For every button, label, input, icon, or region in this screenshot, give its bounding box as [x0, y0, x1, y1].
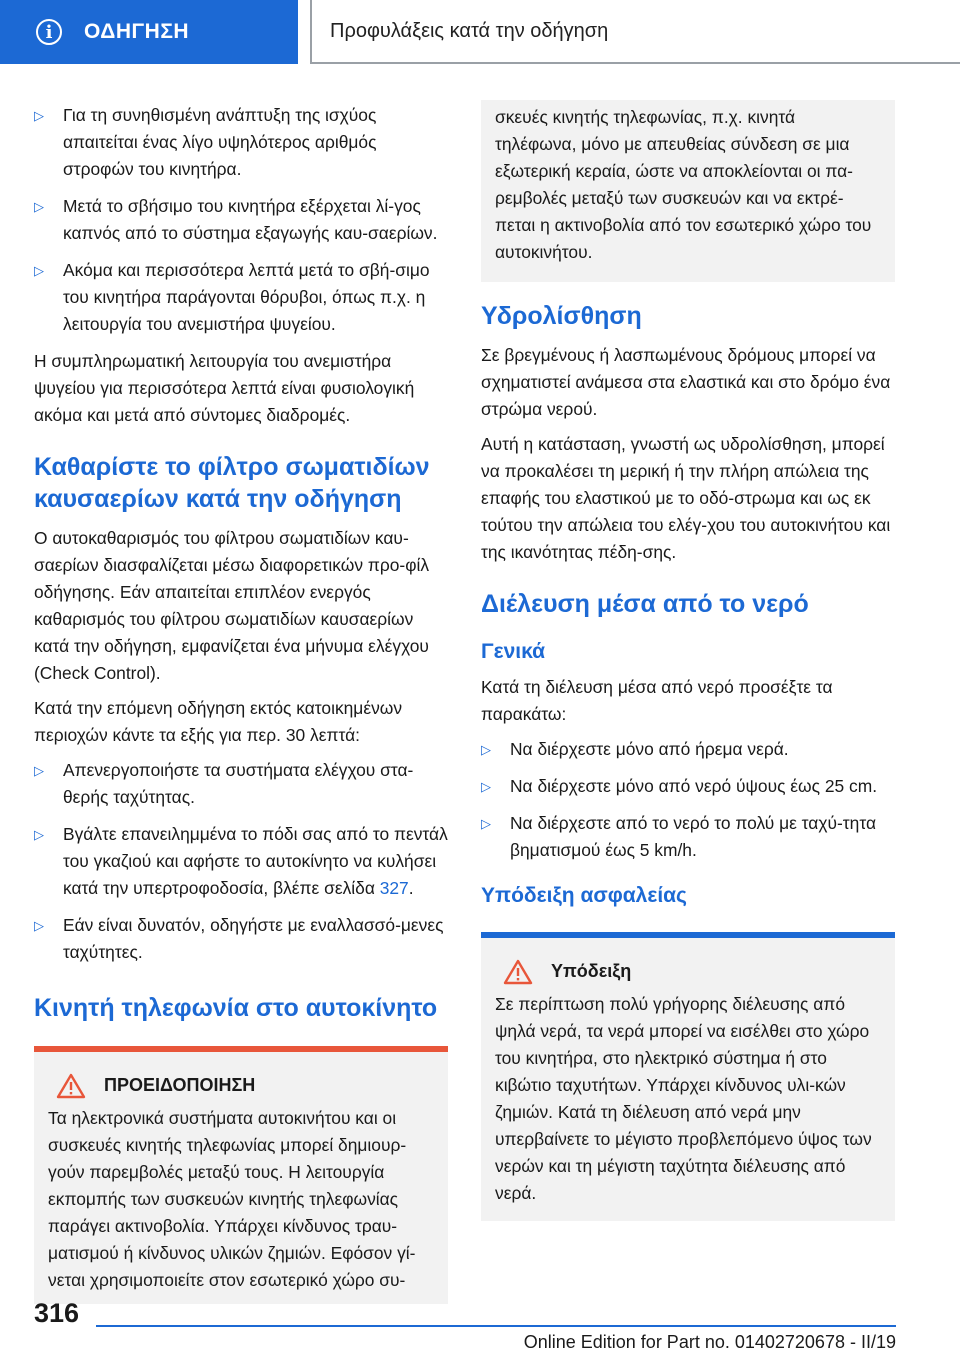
paragraph-aquaplaning-2: Αυτή η κατάσταση, γνωστή ως υδρολίσθηση, μπορεί να προκαλέσει τη μερική ή την πλήρη απώλεια της επαφής του ελαστικού με το οδό-στρωμα και ως εκ τούτου την απώλεια του ελέγ-χου του αυτοκινήτου και της ικανότητας πέδη-σης.: [481, 434, 891, 562]
list-item: ▷ Για τη συνηθισμένη ανάπτυξη της ισχύος απαιτείται ένας λίγο υψηλότερος αριθμός στροφών του κινητήρα.: [34, 102, 448, 183]
list-item: ▷ Μετά το σβήσιμο του κινητήρα εξέρχεται λί-γος καπνός από το σύστημα εξαγωγής καυ-σαερίων.: [34, 193, 448, 247]
heading-general: Γενικά: [481, 640, 546, 663]
list-item: [34, 821, 448, 902]
warning-title: [48, 1072, 434, 1099]
warning-box: [34, 1046, 448, 1304]
paragraph-fan: Η συμπληρωματική λειτουργία του ανεμιστήρα ψυγείου για περισσότερα λεπτά είναι φυσιολογική ακόμα και μετά από σύντομες διαδρομές.: [34, 351, 415, 425]
chapter-title: Προφυλάξεις κατά την οδήγηση: [310, 0, 960, 64]
info-icon: i: [36, 19, 62, 45]
note-box: [481, 932, 895, 1221]
page-number: 316: [34, 1298, 80, 1328]
warning-box-continued: [481, 100, 895, 282]
heading-aquaplaning: Υδρολίσθηση: [481, 302, 642, 330]
note-title: [495, 958, 881, 985]
heading-safety-note: Υπόδειξη ασφαλείας: [481, 884, 687, 907]
heading-water-crossing: Διέλευση μέσα από το νερό: [481, 590, 809, 618]
bullet-list-filter: [34, 757, 448, 966]
footer-edition: Online Edition for Part no. 01402720678 - II/19: [523, 1332, 896, 1352]
list-item: ▷ Να διέρχεστε μόνο από ήρεμα νερά.: [481, 736, 895, 763]
footer-divider: [96, 1325, 896, 1327]
list-item: ▷ Να διέρχεστε μόνο από νερό ύψους έως 25 cm.: [481, 773, 895, 800]
note-label: Υπόδειξη: [551, 961, 632, 981]
list-item: ▷ Εάν είναι δυνατόν, οδηγήστε με εναλλασσό-μενες ταχύτητες.: [34, 912, 448, 966]
note-text: Σε περίπτωση πολύ γρήγορης διέλευσης από ψηλά νερά, τα νερά μπορεί να εισέλθει στο χώρο του κινητήρα, στο ηλεκτρικό σύστημα ή στο κιβώτιο ταχυτήτων. Υπάρχει κίνδυνος υλι-κών ζημιών. Κατά τη διέλευση από νερά μην υπερβαίνετε το μέγιστο προβλεπόμενο ύψος των νερών και τη μέγιστη ταχύτητα διέλευσης από νερά.: [495, 994, 872, 1203]
list-item: ▷ Ακόμα και περισσότερα λεπτά μετά το σβή-σιμο του κινητήρα παράγονται θόρυβοι, όπως π.χ. η λειτουργία του ανεμιστήρα ψυγείου.: [34, 257, 448, 338]
paragraph-general: Κατά τη διέλευση μέσα από νερό προσέξτε τα παρακάτω:: [481, 677, 833, 724]
list-item-end: .: [408, 878, 414, 898]
heading-particle-filter: Καθαρίστε το φίλτρο σωματιδίων καυσαερίων κατά την οδήγηση: [34, 453, 430, 513]
right-column: [481, 100, 895, 1221]
list-item-text: Βγάλτε επανειλημμένα το πόδι σας από το πεντάλ του γκαζιού και αφήστε το αυτοκίνητο να κυλήσει κατά την υπερτροφοδοσία, βλέπε σελίδα: [63, 824, 448, 898]
list-item: ▷ Απενεργοποιήστε τα συστήματα ελέγχου στα-θερής ταχύτητας.: [34, 757, 448, 811]
section-title: ΟΔΗΓΗΣΗ: [84, 20, 190, 43]
warning-label: ΠΡΟΕΙΔΟΠΟΙΗΣΗ: [104, 1075, 256, 1095]
bullet-list-water: [481, 736, 895, 864]
left-column: [34, 102, 448, 1304]
heading-mobile-phone: Κινητή τηλεφωνία στο αυτοκίνητο: [34, 994, 438, 1022]
warning-text: Τα ηλεκτρονικά συστήματα αυτοκινήτου και οι συσκευές κινητής τηλεφωνίας μπορεί δημιουρ-γούν παρεμβολές μεταξύ τους. Η λειτουργία εκπομπής των συσκευών κινητής τηλεφωνίας παράγει ακτινοβολία. Υπάρχει κίνδυνος τραυ-ματισμού ή κίνδυνος υλικών ζημιών. Εφόσον γί-νεται χρησιμοποιείτε στον εσωτερικό χώρο συ-: [48, 1108, 416, 1290]
warning-text-continued: σκευές κινητής τηλεφωνίας, π.χ. κινητά τηλέφωνα, μόνο με απευθείας σύνδεση σε μια εξωτερική κεραία, ώστε να αποκλείονται οι πα-ρεμβολές μεταξύ των συσκευών και να εκτρέ-πεται η ακτινοβολία από τον εσωτερικό χώρο του αυτοκινήτου.: [495, 107, 872, 262]
list-item: ▷ Να διέρχεστε από το νερό το πολύ με ταχύ-τητα βηματισμού έως 5 km/h.: [481, 810, 895, 864]
paragraph-next-drive: Κατά την επόμενη οδήγηση εκτός κατοικημένων περιοχών κάντε τα εξής για περ. 30 λεπτά:: [34, 698, 403, 745]
bullet-list-engine: [34, 102, 448, 338]
page-link-327[interactable]: 327: [379, 878, 409, 898]
warning-triangle-icon: [56, 1073, 86, 1099]
section-tab: [0, 0, 298, 64]
paragraph-filter: Ο αυτοκαθαρισμός του φίλτρου σωματιδίων καυ-σαερίων διασφαλίζεται μέσω διαφορετικών προ-φίλ οδήγησης. Εάν απαιτείται επιπλέον ενεργός καθαρισμός του φίλτρου σωματιδίων καυσαερίων κατά την οδήγηση, εμφανίζεται ένα μήνυμα ελέγχου (Check Control).: [34, 528, 430, 683]
warning-triangle-icon: [503, 959, 533, 985]
paragraph-aquaplaning-1: Σε βρεγμένους ή λασπωμένους δρόμους μπορεί να σχηματιστεί ανάμεσα στα ελαστικά και στο δρόμο ένα στρώμα νερού.: [481, 345, 891, 419]
